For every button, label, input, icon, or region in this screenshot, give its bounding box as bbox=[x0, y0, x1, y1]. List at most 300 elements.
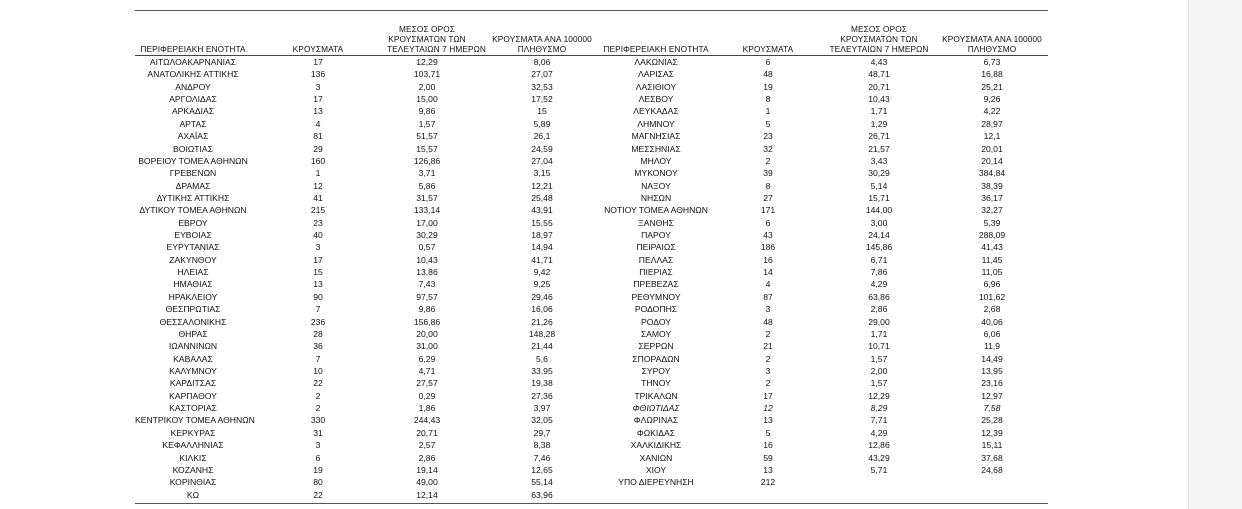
cell-avg-left: 4,71 bbox=[418, 365, 436, 376]
cell-per100k-right: 40,06 bbox=[981, 316, 1003, 327]
cell-region-right: ΛΗΜΝΟΥ bbox=[637, 118, 675, 129]
cell-cases-left: 13 bbox=[313, 106, 323, 117]
cell-cases-right: 3 bbox=[765, 365, 771, 376]
header-per100k-left: ΚΡΟΥΣΜΑΤΑ ΑΝΑ 100000 ΠΛΗΘΥΣΜΟ bbox=[492, 34, 592, 54]
table-row bbox=[135, 167, 1048, 179]
cell-region-right: ΝΟΤΙΟΥ ΤΟΜΕΑ ΑΘΗΝΩΝ bbox=[604, 205, 708, 216]
table-row bbox=[135, 180, 1048, 192]
cell-avg-right: 1,71 bbox=[870, 106, 888, 117]
cell-avg-right: 63,86 bbox=[868, 291, 890, 302]
cell-region-left: ΗΜΑΘΙΑΣ bbox=[173, 279, 213, 290]
cell-avg-left: 20,71 bbox=[416, 427, 438, 438]
table-row bbox=[135, 105, 1048, 117]
cell-avg-right: 10,71 bbox=[868, 341, 890, 352]
cell-region-left: ΒΟΡΕΙΟΥ ΤΟΜΕΑ ΑΘΗΝΩΝ bbox=[138, 155, 248, 166]
cell-avg-right: 8,29 bbox=[870, 403, 888, 414]
cell-cases-right: 3 bbox=[765, 304, 771, 315]
cell-per100k-right: 23,16 bbox=[981, 378, 1003, 389]
cell-avg-left: 51,57 bbox=[416, 131, 438, 142]
table-row bbox=[135, 340, 1048, 352]
cell-cases-right: 39 bbox=[763, 168, 773, 179]
cell-region-left: ΘΕΣΠΡΩΤΙΑΣ bbox=[165, 304, 221, 315]
cell-region-right: ΡΟΔΟΥ bbox=[641, 316, 671, 327]
cell-per100k-right: 9,26 bbox=[983, 94, 1001, 105]
cell-cases-left: 3 bbox=[315, 81, 321, 92]
cell-per100k-left: 27,04 bbox=[531, 155, 553, 166]
cell-per100k-right: 12,1 bbox=[983, 131, 1001, 142]
cell-region-left: ΚΑΣΤΟΡΙΑΣ bbox=[169, 403, 217, 414]
table-row bbox=[135, 278, 1048, 290]
cell-avg-left: 126,86 bbox=[413, 155, 441, 166]
cell-avg-left: 3,71 bbox=[418, 168, 436, 179]
cell-per100k-right: 4,22 bbox=[983, 106, 1001, 117]
cell-avg-left: 2,57 bbox=[418, 440, 436, 451]
table-row bbox=[135, 328, 1048, 340]
cell-cases-left: 29 bbox=[313, 143, 323, 154]
table-row bbox=[135, 365, 1048, 377]
cell-avg-left: 19,14 bbox=[416, 464, 438, 475]
cell-cases-left: 7 bbox=[315, 304, 321, 315]
cell-cases-right: 2 bbox=[765, 378, 771, 389]
cell-region-left: ΚΑΒΑΛΑΣ bbox=[173, 353, 213, 364]
cell-cases-left: 28 bbox=[313, 328, 323, 339]
cell-cases-right: 16 bbox=[763, 440, 773, 451]
cell-per100k-left: 29,7 bbox=[533, 427, 551, 438]
cell-per100k-right: 38,39 bbox=[981, 180, 1003, 191]
cell-per100k-right: 288,09 bbox=[978, 230, 1006, 241]
cell-region-right: ΛΕΣΒΟΥ bbox=[638, 94, 674, 105]
cell-region-left: ΑΡΤΑΣ bbox=[179, 118, 207, 129]
cell-avg-right: 2,00 bbox=[870, 365, 888, 376]
cell-region-right: ΧΑΛΚΙΔΙΚΗΣ bbox=[630, 440, 682, 451]
cell-cases-left: 330 bbox=[310, 415, 326, 426]
cell-cases-right: 21 bbox=[763, 341, 773, 352]
cell-per100k-right: 11,05 bbox=[981, 267, 1003, 278]
cell-region-left: ΒΟΙΩΤΙΑΣ bbox=[173, 143, 213, 154]
cell-region-right: ΠΕΙΡΑΙΩΣ bbox=[636, 242, 676, 253]
cell-per100k-left: 12,65 bbox=[531, 464, 553, 475]
cell-per100k-left: 33,95 bbox=[531, 365, 553, 376]
cell-per100k-left: 19,38 bbox=[531, 378, 553, 389]
table-bottom-rule bbox=[135, 503, 1048, 504]
cell-region-right: ΠΕΛΛΑΣ bbox=[638, 254, 674, 265]
cell-per100k-left: 25,48 bbox=[531, 192, 553, 203]
cell-cases-right: 186 bbox=[760, 242, 776, 253]
cell-per100k-left: 29,46 bbox=[531, 291, 553, 302]
cell-region-right: ΤΗΝΟΥ bbox=[641, 378, 671, 389]
cell-cases-left: 2 bbox=[315, 390, 321, 401]
cell-region-right: ΠΡΕΒΕΖΑΣ bbox=[633, 279, 679, 290]
cell-cases-right: 5 bbox=[765, 118, 771, 129]
cell-per100k-right: 20,01 bbox=[981, 143, 1003, 154]
cell-cases-right: 14 bbox=[763, 267, 773, 278]
cell-cases-left: 3 bbox=[315, 242, 321, 253]
cell-region-left: ΖΑΚΥΝΘΟΥ bbox=[169, 254, 217, 265]
cell-cases-left: 136 bbox=[310, 69, 326, 80]
cell-per100k-left: 18,97 bbox=[531, 230, 553, 241]
cell-avg-right: 30,29 bbox=[868, 168, 890, 179]
cell-per100k-left: 8,38 bbox=[533, 440, 551, 451]
cell-per100k-left: 7,46 bbox=[533, 452, 551, 463]
cell-region-right: ΛΑΡΙΣΑΣ bbox=[638, 69, 674, 80]
cell-avg-right: 3,00 bbox=[870, 217, 888, 228]
cell-avg-right: 2,86 bbox=[870, 304, 888, 315]
cell-cases-left: 80 bbox=[313, 477, 323, 488]
cell-per100k-left: 32,53 bbox=[531, 81, 553, 92]
cell-per100k-right: 6,06 bbox=[983, 328, 1001, 339]
cases-table bbox=[135, 10, 1048, 504]
table-row bbox=[135, 130, 1048, 142]
cell-per100k-left: 8,06 bbox=[533, 57, 551, 67]
cell-per100k-right: 7,58 bbox=[983, 403, 1001, 414]
cell-region-left: ΑΝΑΤΟΛΙΚΗΣ ΑΤΤΙΚΗΣ bbox=[147, 69, 239, 80]
cell-avg-right: 1,71 bbox=[870, 328, 888, 339]
cell-cases-left: 17 bbox=[313, 254, 323, 265]
cell-region-right: ΜΑΓΝΗΣΙΑΣ bbox=[631, 131, 681, 142]
cell-per100k-left: 24,59 bbox=[531, 143, 553, 154]
cell-cases-left: 13 bbox=[313, 279, 323, 290]
cell-per100k-right: 16,88 bbox=[981, 69, 1003, 80]
cell-per100k-right: 20,14 bbox=[981, 155, 1003, 166]
cell-per100k-right: 15,11 bbox=[981, 440, 1003, 451]
cell-avg-right: 4,29 bbox=[870, 427, 888, 438]
table-row bbox=[135, 452, 1048, 464]
table-body bbox=[135, 56, 1048, 501]
cell-per100k-right: 6,96 bbox=[983, 279, 1001, 290]
cell-avg-left: 10,43 bbox=[416, 254, 438, 265]
table-row bbox=[135, 266, 1048, 278]
cell-region-left: ΑΧΑΪΑΣ bbox=[177, 131, 209, 142]
cell-avg-left: 5,86 bbox=[418, 180, 436, 191]
table-header bbox=[135, 11, 1048, 56]
cell-region-right: ΣΕΡΡΩΝ bbox=[638, 341, 674, 352]
cell-avg-left: 7,43 bbox=[418, 279, 436, 290]
cell-cases-right: 59 bbox=[763, 452, 773, 463]
cell-avg-right: 15,71 bbox=[868, 192, 890, 203]
cell-cases-left: 23 bbox=[313, 217, 323, 228]
cell-cases-left: 22 bbox=[313, 378, 323, 389]
header-cases-left: ΚΡΟΥΣΜΑΤΑ bbox=[292, 44, 344, 54]
cell-per100k-left: 17,52 bbox=[531, 94, 553, 105]
cell-region-left: ΚΕΝΤΡΙΚΟΥ ΤΟΜΕΑ ΑΘΗΝΩΝ bbox=[135, 415, 255, 426]
table-row bbox=[135, 427, 1048, 439]
cell-per100k-left: 15,55 bbox=[531, 217, 553, 228]
cell-region-left: ΑΡΓΟΛΙΔΑΣ bbox=[169, 94, 217, 105]
cell-per100k-left: 15 bbox=[537, 106, 547, 117]
cell-avg-left: 49,00 bbox=[416, 477, 438, 488]
cell-avg-left: 17,00 bbox=[416, 217, 438, 228]
table-row bbox=[135, 377, 1048, 389]
table-row bbox=[135, 192, 1048, 204]
cell-region-right: ΝΗΣΩΝ bbox=[640, 192, 672, 203]
cell-per100k-left: 55,14 bbox=[531, 477, 553, 488]
cell-cases-right: 8 bbox=[765, 180, 771, 191]
cell-avg-left: 20,00 bbox=[416, 328, 438, 339]
cell-region-right: ΤΡΙΚΑΛΩΝ bbox=[634, 390, 678, 401]
cell-region-right: ΥΠΟ ΔΙΕΡΕΥΝΗΣΗ bbox=[618, 477, 694, 488]
cell-cases-left: 12 bbox=[313, 180, 323, 191]
cell-cases-left: 36 bbox=[313, 341, 323, 352]
table-row bbox=[135, 217, 1048, 229]
cell-avg-right: 6,71 bbox=[870, 254, 888, 265]
cell-avg-left: 103,71 bbox=[413, 69, 441, 80]
cell-region-right: ΧΙΟΥ bbox=[645, 464, 667, 475]
table-row bbox=[135, 489, 1048, 501]
cell-region-right: ΣΥΡΟΥ bbox=[641, 365, 671, 376]
cell-region-right: ΦΩΚΙΔΑΣ bbox=[636, 427, 676, 438]
cell-avg-right: 29,00 bbox=[868, 316, 890, 327]
cell-region-left: ΚΑΛΥΜΝΟΥ bbox=[169, 365, 217, 376]
cell-region-left: ΚΟΖΑΝΗΣ bbox=[172, 464, 214, 475]
table-row bbox=[135, 204, 1048, 216]
cell-per100k-right: 2,68 bbox=[983, 304, 1001, 315]
cell-avg-left: 31,57 bbox=[416, 192, 438, 203]
cell-cases-left: 31 bbox=[313, 427, 323, 438]
table-row bbox=[135, 353, 1048, 365]
cell-avg-right: 5,71 bbox=[870, 464, 888, 475]
cell-region-right: ΠΑΡΟΥ bbox=[641, 230, 671, 241]
cell-cases-right: 13 bbox=[763, 415, 773, 426]
table-row bbox=[135, 241, 1048, 253]
table-row bbox=[135, 155, 1048, 167]
cell-avg-right: 5,14 bbox=[870, 180, 888, 191]
cell-cases-right: 19 bbox=[763, 81, 773, 92]
cell-per100k-left: 3,97 bbox=[533, 403, 551, 414]
table-row bbox=[135, 402, 1048, 414]
cell-per100k-right: 37,68 bbox=[981, 452, 1003, 463]
header-per100k-right: ΚΡΟΥΣΜΑΤΑ ΑΝΑ 100000 ΠΛΗΘΥΣΜΟ bbox=[942, 34, 1042, 54]
cell-cases-left: 2 bbox=[315, 403, 321, 414]
cell-per100k-right: 41,43 bbox=[981, 242, 1003, 253]
cell-per100k-right: 36,17 bbox=[981, 192, 1003, 203]
cell-region-left: ΓΡΕΒΕΝΩΝ bbox=[169, 168, 217, 179]
cell-cases-right: 171 bbox=[760, 205, 776, 216]
cell-avg-right: 4,43 bbox=[870, 57, 888, 67]
cell-region-left: ΑΙΤΩΛΟΑΚΑΡΝΑΝΙΑΣ bbox=[149, 57, 237, 67]
cell-region-left: ΗΡΑΚΛΕΙΟΥ bbox=[168, 291, 218, 302]
cell-per100k-left: 21,44 bbox=[531, 341, 553, 352]
cell-cases-right: 212 bbox=[760, 477, 776, 488]
cell-region-left: ΚΑΡΠΑΘΟΥ bbox=[169, 390, 217, 401]
cell-avg-left: 97,57 bbox=[416, 291, 438, 302]
cell-region-left: ΕΥΡΥΤΑΝΙΑΣ bbox=[166, 242, 220, 253]
cell-cases-right: 32 bbox=[763, 143, 773, 154]
cell-avg-left: 133,14 bbox=[413, 205, 441, 216]
cell-avg-right: 43,29 bbox=[868, 452, 890, 463]
cell-per100k-right: 12,39 bbox=[981, 427, 1003, 438]
cell-cases-left: 7 bbox=[315, 353, 321, 364]
cell-avg-right: 26,71 bbox=[868, 131, 890, 142]
cell-per100k-right: 11,9 bbox=[983, 341, 1001, 352]
cell-avg-right: 7,86 bbox=[870, 267, 888, 278]
cell-avg-left: 13,86 bbox=[416, 267, 438, 278]
cell-cases-left: 17 bbox=[313, 94, 323, 105]
cell-per100k-right: 28,97 bbox=[981, 118, 1003, 129]
cell-cases-left: 90 bbox=[313, 291, 323, 302]
cell-cases-left: 10 bbox=[313, 365, 323, 376]
cell-avg-left: 9,86 bbox=[418, 304, 436, 315]
cell-avg-right: 24,14 bbox=[868, 230, 890, 241]
cell-region-right: ΠΙΕΡΙΑΣ bbox=[639, 267, 673, 278]
cell-region-right: ΧΑΝΙΩΝ bbox=[639, 452, 673, 463]
cell-avg-right: 20,71 bbox=[868, 81, 890, 92]
cell-region-left: ΔΥΤΙΚΗΣ ΑΤΤΙΚΗΣ bbox=[156, 192, 230, 203]
cell-avg-right: 7,71 bbox=[870, 415, 888, 426]
cell-cases-right: 87 bbox=[763, 291, 773, 302]
cell-cases-left: 17 bbox=[313, 57, 323, 67]
cell-region-right: ΣΠΟΡΑΔΩΝ bbox=[632, 353, 680, 364]
cell-per100k-left: 16,06 bbox=[531, 304, 553, 315]
table-row bbox=[135, 143, 1048, 155]
cell-region-left: ΕΥΒΟΙΑΣ bbox=[174, 230, 212, 241]
cell-region-right: ΞΑΝΘΗΣ bbox=[638, 217, 674, 228]
cell-per100k-left: 9,25 bbox=[533, 279, 551, 290]
table-row bbox=[135, 93, 1048, 105]
cell-cases-right: 17 bbox=[763, 390, 773, 401]
table-row bbox=[135, 390, 1048, 402]
cell-cases-right: 8 bbox=[765, 94, 771, 105]
cell-avg-right: 12,29 bbox=[868, 390, 890, 401]
cell-region-left: ΚΕΦΑΛΛΗΝΙΑΣ bbox=[162, 440, 224, 451]
table-row bbox=[135, 81, 1048, 93]
table-row bbox=[135, 254, 1048, 266]
cell-cases-left: 3 bbox=[315, 440, 321, 451]
cell-region-left: ΚΙΛΚΙΣ bbox=[179, 452, 207, 463]
table-row bbox=[135, 476, 1048, 488]
cell-avg-right: 144,00 bbox=[865, 205, 893, 216]
cell-per100k-left: 9,42 bbox=[533, 267, 551, 278]
cell-region-left: ΚΟΡΙΝΘΙΑΣ bbox=[169, 477, 217, 488]
cell-avg-left: 0,29 bbox=[418, 390, 436, 401]
cell-avg-left: 15,57 bbox=[416, 143, 438, 154]
cell-avg-right: 12,86 bbox=[868, 440, 890, 451]
cell-region-left: ΘΕΣΣΑΛΟΝΙΚΗΣ bbox=[159, 316, 227, 327]
cell-avg-left: 156,86 bbox=[413, 316, 441, 327]
cell-per100k-right: 13,95 bbox=[981, 365, 1003, 376]
cell-region-left: ΔΥΤΙΚΟΥ ΤΟΜΕΑ ΑΘΗΝΩΝ bbox=[139, 205, 247, 216]
cell-per100k-left: 12,21 bbox=[531, 180, 553, 191]
cell-cases-right: 13 bbox=[763, 464, 773, 475]
cell-cases-left: 40 bbox=[313, 230, 323, 241]
cell-cases-right: 48 bbox=[763, 316, 773, 327]
cell-region-left: ΗΛΕΙΑΣ bbox=[177, 267, 209, 278]
cell-region-left: ΚΩ bbox=[186, 489, 200, 500]
cell-avg-right: 3,43 bbox=[870, 155, 888, 166]
table-row bbox=[135, 68, 1048, 80]
cell-region-right: ΛΕΥΚΑΔΑΣ bbox=[633, 106, 679, 117]
cell-avg-left: 244,43 bbox=[413, 415, 441, 426]
cell-avg-left: 27,57 bbox=[416, 378, 438, 389]
cell-region-right: ΛΑΚΩΝΙΑΣ bbox=[634, 57, 678, 67]
cell-region-left: ΔΡΑΜΑΣ bbox=[175, 180, 211, 191]
cell-per100k-right: 384,84 bbox=[978, 168, 1006, 179]
cell-per100k-left: 26,1 bbox=[533, 131, 551, 142]
cell-region-right: ΡΟΔΟΠΗΣ bbox=[634, 304, 678, 315]
table-row bbox=[135, 316, 1048, 328]
cell-per100k-right: 6,73 bbox=[983, 57, 1001, 67]
cell-region-left: ΑΝΔΡΟΥ bbox=[175, 81, 211, 92]
cell-per100k-right: 25,21 bbox=[981, 81, 1003, 92]
cell-cases-right: 48 bbox=[763, 69, 773, 80]
cell-avg-left: 12,14 bbox=[416, 489, 438, 500]
cell-region-right: ΡΕΘΥΜΝΟΥ bbox=[631, 291, 681, 302]
cell-per100k-left: 5,89 bbox=[533, 118, 551, 129]
table-row bbox=[135, 56, 1048, 68]
header-region-left: ΠΕΡΙΦΕΡΕΙΑΚΗ ΕΝΟΤΗΤΑ bbox=[140, 44, 246, 54]
table-row bbox=[135, 464, 1048, 476]
cell-cases-left: 160 bbox=[310, 155, 326, 166]
cell-per100k-right: 24,68 bbox=[981, 464, 1003, 475]
cell-per100k-left: 63,96 bbox=[531, 489, 553, 500]
cell-avg-left: 1,57 bbox=[418, 118, 436, 129]
cell-per100k-left: 27,36 bbox=[531, 390, 553, 401]
header-cases-right: ΚΡΟΥΣΜΑΤΑ bbox=[742, 44, 794, 54]
cell-per100k-left: 32,05 bbox=[531, 415, 553, 426]
header-avg-right: ΜΕΣΟΣ ΟΡΟΣ ΚΡΟΥΣΜΑΤΩΝ ΤΩΝ ΤΕΛΕΥΤΑΙΩΝ 7 ΗΜΕΡΩΝ bbox=[829, 24, 929, 54]
cell-cases-left: 6 bbox=[315, 452, 321, 463]
cell-per100k-right: 11,45 bbox=[981, 254, 1003, 265]
cell-cases-right: 1 bbox=[765, 106, 771, 117]
cell-avg-left: 30,29 bbox=[416, 230, 438, 241]
cell-per100k-left: 3,15 bbox=[533, 168, 551, 179]
cell-cases-right: 2 bbox=[765, 353, 771, 364]
cell-avg-right: 4,29 bbox=[870, 279, 888, 290]
cell-avg-left: 9,86 bbox=[418, 106, 436, 117]
cell-avg-right: 21,57 bbox=[868, 143, 890, 154]
cell-per100k-right: 32,27 bbox=[981, 205, 1003, 216]
cell-avg-right: 48,71 bbox=[868, 69, 890, 80]
cell-cases-left: 4 bbox=[315, 118, 321, 129]
viewer-side-gutter bbox=[1188, 0, 1242, 509]
cell-cases-right: 2 bbox=[765, 328, 771, 339]
cell-avg-right: 1,57 bbox=[870, 353, 888, 364]
cell-per100k-left: 27,07 bbox=[531, 69, 553, 80]
cell-cases-right: 27 bbox=[763, 192, 773, 203]
cell-cases-right: 12 bbox=[763, 403, 773, 414]
cell-region-right: ΝΑΞΟΥ bbox=[641, 180, 671, 191]
table-row bbox=[135, 291, 1048, 303]
cell-per100k-left: 14,94 bbox=[531, 242, 553, 253]
cell-region-left: ΕΒΡΟΥ bbox=[178, 217, 208, 228]
cell-cases-right: 16 bbox=[763, 254, 773, 265]
cell-cases-right: 6 bbox=[765, 57, 771, 67]
cell-avg-left: 12,29 bbox=[416, 57, 438, 67]
cell-region-left: ΚΕΡΚΥΡΑΣ bbox=[170, 427, 216, 438]
cell-cases-right: 43 bbox=[763, 230, 773, 241]
cell-cases-right: 2 bbox=[765, 155, 771, 166]
cell-per100k-right: 5,39 bbox=[983, 217, 1001, 228]
cell-avg-right: 1,29 bbox=[870, 118, 888, 129]
cell-avg-left: 6,29 bbox=[418, 353, 436, 364]
cell-cases-right: 4 bbox=[765, 279, 771, 290]
cell-region-right: ΜΥΚΟΝΟΥ bbox=[634, 168, 678, 179]
cell-region-left: ΚΑΡΔΙΤΣΑΣ bbox=[169, 378, 217, 389]
cell-region-right: ΜΗΛΟΥ bbox=[640, 155, 672, 166]
table-row bbox=[135, 439, 1048, 451]
cell-cases-right: 23 bbox=[763, 131, 773, 142]
cell-avg-left: 1,86 bbox=[418, 403, 436, 414]
header-region-right: ΠΕΡΙΦΕΡΕΙΑΚΗ ΕΝΟΤΗΤΑ bbox=[603, 44, 709, 54]
cell-per100k-left: 5,6 bbox=[536, 353, 548, 364]
cell-per100k-left: 148,28 bbox=[528, 328, 556, 339]
cell-cases-left: 19 bbox=[313, 464, 323, 475]
cell-avg-right: 1,57 bbox=[870, 378, 888, 389]
cell-avg-right: 145,86 bbox=[865, 242, 893, 253]
table-row bbox=[135, 414, 1048, 426]
cell-avg-right: 10,43 bbox=[868, 94, 890, 105]
cell-avg-left: 0,57 bbox=[418, 242, 436, 253]
cell-region-left: ΑΡΚΑΔΙΑΣ bbox=[171, 106, 215, 117]
